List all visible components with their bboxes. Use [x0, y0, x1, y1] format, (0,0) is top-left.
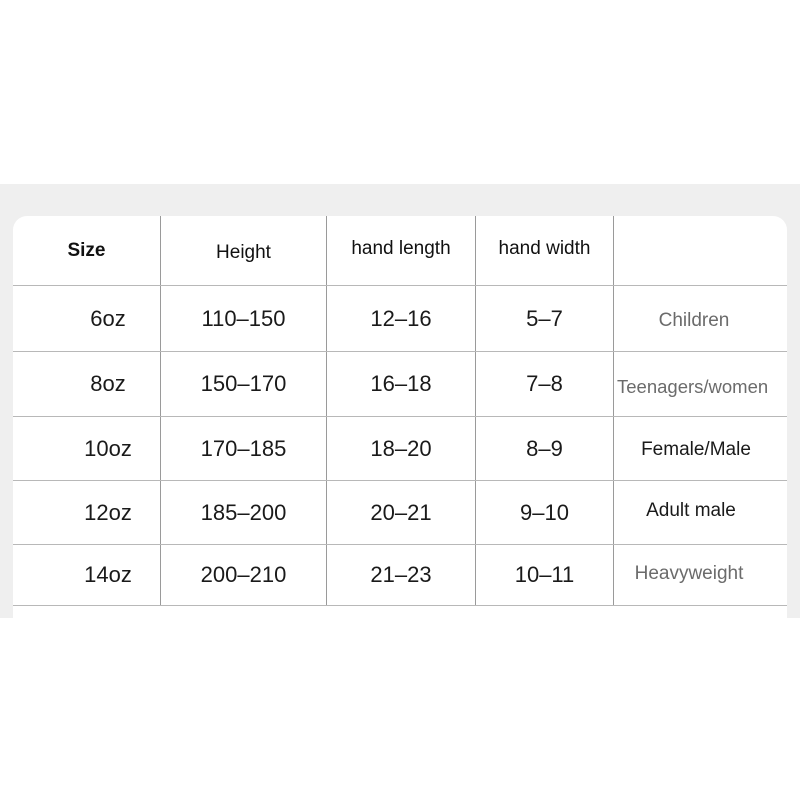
cell-hand-length: 20–21 [370, 499, 432, 525]
cell-hand-width: 9–10 [520, 499, 569, 525]
cell-size: 8oz [90, 371, 126, 396]
cell-hand-width: 7–8 [526, 371, 563, 396]
cell-group: Adult male [646, 499, 736, 521]
cell-hand-length: 21–23 [370, 562, 432, 587]
cell-group: Children [658, 309, 730, 331]
header-group [614, 216, 787, 285]
cell-size: 10oz [84, 435, 132, 461]
cell-group: Heavyweight [634, 563, 744, 584]
size-chart-table [13, 216, 787, 618]
cell-height: 150–170 [200, 371, 287, 396]
cell-size: 6oz [90, 305, 126, 331]
cell-group: Teenagers/women [617, 376, 769, 397]
cell-height: 185–200 [200, 499, 287, 525]
cell-hand-width: 8–9 [526, 435, 563, 461]
cell-hand-width: 10–11 [514, 562, 575, 587]
cell-hand-length: 16–18 [370, 371, 432, 396]
row-divider [13, 605, 787, 606]
cell-group: Female/Male [641, 438, 751, 460]
header-height: Height [216, 241, 271, 263]
header-hand-width: hand width [498, 237, 591, 259]
header-size: Size [67, 239, 106, 261]
cell-height: 110–150 [201, 305, 286, 331]
cell-height: 200–210 [200, 562, 287, 587]
cell-hand-length: 18–20 [370, 435, 432, 461]
cell-hand-width: 5–7 [526, 305, 563, 331]
header-hand-length: hand length [351, 237, 451, 259]
cell-hand-length: 12–16 [370, 305, 432, 331]
cell-size: 14oz [84, 562, 132, 587]
cell-size: 12oz [84, 499, 132, 525]
cell-height: 170–185 [200, 435, 287, 461]
